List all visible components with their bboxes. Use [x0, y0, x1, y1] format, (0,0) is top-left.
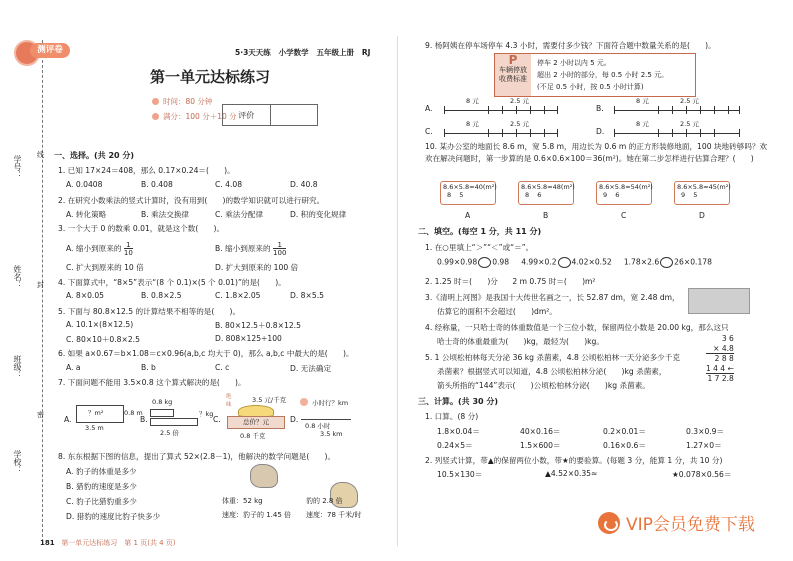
page-footer: [40, 538, 176, 548]
q5-option-d[interactable]: D. 808×125÷100: [215, 334, 282, 343]
vm-row-4: 1 4 4 ←: [706, 363, 734, 373]
q9b-number-line: [614, 102, 740, 114]
f3: 3.《清明上河图》是我国十大传世名画之一，长 52.87 dm，宽 2.48 dm，: [425, 293, 680, 302]
q7b-unknown: ？kg: [199, 410, 214, 418]
c1-r2-4[interactable]: 1.27×0＝: [686, 441, 722, 450]
bar-long: [150, 418, 198, 426]
q3a-fraction: [124, 241, 133, 257]
q2: 2. 在研究小数乘法的竖式计算时，没有用到( )的数学知识就可以进行研究。: [58, 196, 325, 205]
q9b-step: 2.5 元: [680, 97, 699, 105]
q10-label-a: A: [465, 211, 471, 220]
f5: 5. 1 公顷松柏林每天分泌 36 kg 杀菌素，4.8 公顷松柏林一天分泌多少千克: [425, 353, 680, 362]
edition: RJ: [361, 48, 371, 57]
q2-option-c[interactable]: C. 乘法分配律: [215, 210, 264, 219]
vm-row-1: 3 6: [721, 334, 734, 343]
q9d-fee: 8 元: [636, 120, 649, 128]
q9d-number-line: [614, 125, 740, 137]
q9d-step: 2.5 元: [680, 120, 699, 128]
parking-rule-1: 停车 2 小时以内 5 元。: [537, 59, 611, 67]
page-number: 181: [40, 539, 55, 547]
q9a-step: 2.5 元: [510, 97, 529, 105]
q3-option-d[interactable]: D. 扩大到原来的 100 倍: [215, 263, 299, 272]
f1-a-circle[interactable]: [478, 257, 491, 268]
q9a-fee: 8 元: [466, 97, 479, 105]
f1-a-left: 0.99×0.98: [437, 257, 478, 267]
q10c-text: 8.6×5.8≈54(m²): [599, 183, 653, 191]
leopard-icon: [250, 464, 278, 488]
eval-label: 评价: [223, 105, 271, 125]
c1-r2-1[interactable]: 0.24×5＝: [437, 441, 473, 450]
leopard-speed: 速度：豹子的 1.45 倍: [222, 511, 292, 519]
q7-option-b[interactable]: B.: [140, 415, 148, 424]
f5c: 箭头所指的“144”表示( )公顷松柏林分泌( )kg 杀菌素。: [437, 381, 650, 390]
vm-row-3: 2 8 8: [706, 353, 734, 364]
q4-option-b[interactable]: B. 0.8×2.5: [141, 291, 182, 300]
q9-option-b[interactable]: B.: [596, 104, 604, 113]
q7-option-c[interactable]: C.: [213, 415, 221, 424]
c2: 2. 列竖式计算，带▲的保留两位小数，带★的要验算。(每题 3 分，能算 1 分，共 10 分): [425, 456, 723, 465]
q10a-text: 8.6×5.8≈40(m²): [443, 183, 497, 191]
page-title: 第一单元达标练习: [150, 68, 271, 86]
f1-a-right: 0.98: [492, 257, 510, 267]
parking-icon: P: [508, 53, 518, 67]
time-limit: 时间：80 分钟: [163, 97, 213, 106]
column-divider: [397, 36, 398, 546]
f1-c-right: 26×0.178: [674, 257, 712, 267]
q7: 7. 下面问题不能用 3.5×0.8 这个算式解决的是( )。: [58, 378, 246, 387]
q5-option-c[interactable]: C. 80×10＋0.8×2.5: [66, 335, 140, 344]
evaluation-table: [222, 104, 318, 126]
eval-cell[interactable]: [271, 105, 318, 125]
chat-bubble-icon: [598, 512, 620, 534]
f2-a: 2. 1.25 时＝( )分: [425, 277, 498, 286]
q2-option-a[interactable]: A. 转化策略: [66, 210, 107, 219]
score-icon: [152, 113, 159, 120]
q9: 9. 杨阿姨在停车场停车 4.3 小时，需要付多少钱？下面符合题中数量关系的是( )。: [425, 41, 716, 50]
secret-mark: 密: [37, 411, 44, 419]
child-icon: [300, 398, 308, 406]
q6-option-b[interactable]: B. b: [141, 363, 156, 372]
f3b: 估算它的面积不会超过( )dm²。: [437, 307, 557, 316]
f5b: 杀菌素？根据竖式可以知道，4.8 公顷松柏林分泌( )kg 杀菌素，: [437, 367, 667, 376]
q10b-digits: 8 6: [525, 191, 545, 199]
q3-option-a[interactable]: [66, 241, 133, 257]
name-label: 姓名：: [13, 265, 22, 289]
footer-text: 第一单元达标练习 第 1 页(共 4 页): [61, 539, 176, 547]
c1-r1-4[interactable]: 0.3×0.9＝: [686, 427, 725, 436]
badge-label: 测评卷: [30, 43, 70, 58]
q7-option-a[interactable]: A.: [64, 415, 72, 424]
parking-fee-box: [494, 53, 696, 97]
q7a-area: ？m²: [88, 409, 104, 417]
q6-option-d[interactable]: D. 无法确定: [290, 364, 332, 373]
q7c-tag: 绝味: [226, 394, 232, 408]
q9-option-a[interactable]: A.: [425, 104, 433, 113]
vertical-multiplication: [706, 334, 734, 384]
f4b: 哈士奇的体重最重为( )kg，最轻为( )kg。: [437, 337, 604, 346]
q9c-number-line: [444, 125, 558, 137]
q7d-time: 0.8 小时: [305, 422, 331, 430]
q3a-text: A. 缩小到原来的: [66, 244, 122, 253]
painting-image: [688, 288, 750, 314]
f2-b: 2 m 0.75 时＝( )m²: [512, 277, 596, 286]
class-label: 班级：: [13, 355, 22, 379]
q7a-length: 3.5 m: [85, 424, 104, 432]
seal-line-mark: 线: [37, 151, 44, 159]
q10-label-b: B: [543, 211, 549, 220]
c2-item-2[interactable]: ▲4.52×0.35≈: [545, 469, 598, 478]
section-choice-heading: 一、选择。(共 20 分): [54, 151, 135, 160]
full-score: 满分：100 分＋10 分: [163, 112, 237, 121]
q10a-digits: 8 5: [447, 191, 467, 199]
q10-option-b[interactable]: [518, 181, 574, 205]
clock-icon: [152, 98, 159, 105]
id-label: 学号：: [13, 155, 22, 179]
parking-rule-2: 超出 2 小时的部分，每 0.5 小时 2.5 元。: [537, 71, 669, 79]
cheetah-weight: 豹的 2.8 倍: [306, 497, 343, 505]
q10-option-d[interactable]: [674, 181, 730, 205]
section-calc-heading: 三、计算。(共 30 分): [418, 397, 499, 406]
parking-label: [495, 54, 531, 96]
series-name: 5·3天天练: [235, 48, 271, 57]
q3b-fraction: [273, 241, 286, 257]
seal-mark: 封: [37, 281, 44, 289]
q8-option-d[interactable]: D. 猎豹的速度比豹子快多少: [66, 512, 161, 521]
f1-c-left: 1.78×2.6: [623, 257, 660, 267]
bar-short: [150, 409, 174, 417]
grade: 五年级上册: [316, 48, 354, 57]
q5-option-b[interactable]: B. 80×12.5＋0.8×12.5: [215, 321, 301, 330]
q6-option-a[interactable]: A. a: [66, 363, 81, 372]
q8: 8. 东东根据下图的信息，提出了算式 52×(2.8－1)，他解决的数学问题是( )。: [58, 452, 336, 461]
q10c-digits: 9 6: [603, 191, 623, 199]
q3b-den: 100: [273, 249, 287, 257]
q10-option-c[interactable]: [596, 181, 652, 205]
q6: 6. 如果 a×0.67＝b×1.08＝c×0.96(a,b,c 均大于 0)，那么 a,b,c 中最大的是( )。: [58, 349, 354, 358]
vm-row-5: 1 7 2.8: [707, 374, 734, 383]
f1-compare-row: [437, 257, 712, 268]
q3-option-c[interactable]: C. 扩大到原来的 10 倍: [66, 263, 144, 272]
q7-option-d[interactable]: D.: [290, 415, 299, 424]
q4-option-d[interactable]: D. 8×5.5: [290, 291, 324, 300]
test-badge: [14, 40, 72, 60]
q1: 1. 已知 17×24＝408，那么 0.17×0.24＝( )。: [58, 166, 235, 175]
q10-label-c: C: [621, 211, 627, 220]
q8-option-a[interactable]: A. 豹子的体重是多少: [66, 467, 137, 476]
q10d-digits: 9 5: [681, 191, 701, 199]
c1-r1-1[interactable]: 1.8×0.04＝: [437, 427, 480, 436]
binding-line: [42, 40, 43, 542]
q1-option-b[interactable]: B. 0.408: [141, 180, 173, 189]
q7d-distance: 3.5 km: [320, 430, 343, 438]
vm-row-2: × 4.8: [713, 343, 734, 353]
q3-option-b[interactable]: [215, 241, 286, 257]
q1-option-d[interactable]: D. 40.8: [290, 180, 318, 189]
f2: [425, 276, 595, 287]
q9c-step: 2.5 元: [510, 120, 529, 128]
q9-option-c[interactable]: C.: [425, 127, 433, 136]
watermark-text: VIP会员免费下载: [626, 515, 755, 535]
q10-label-d: D: [699, 211, 705, 220]
q3a-num: 1: [126, 241, 131, 249]
f1: 1. 在○里填上“＞”“＜”或“＝”。: [425, 243, 534, 252]
q7a-width: 0.8 m: [124, 409, 143, 417]
q1-option-a[interactable]: A. 0.0408: [66, 180, 103, 189]
c2-item-3[interactable]: ★0.078×0.56＝: [672, 470, 732, 479]
vip-watermark: [598, 510, 755, 535]
f4: 4. 经称量，一只哈士奇的体重数值是一个三位小数，保留两位小数是 20.00 kg，那么这只: [425, 323, 729, 332]
c1: 1. 口算。(8 分): [425, 412, 479, 421]
parking-label-text: 车辆停放收费标准: [499, 66, 527, 83]
q5: 5. 下面与 80.8×12.5 的计算结果不相等的是( )。: [58, 307, 241, 316]
q2-option-d[interactable]: D. 积的变化规律: [290, 210, 347, 219]
q7b-weight: 0.8 kg: [152, 398, 173, 406]
c1-r2-2[interactable]: 1.5×600＝: [520, 441, 561, 450]
cheetah-speed: 速度：78 千米/时: [306, 511, 362, 519]
q10: 10. 某办公室的地面长 8.6 m，宽 5.8 m，用边长为 0.6 m 的正方形装修地面，100 块地砖够吗？欢欢在解决问题时，第一步算的是 0.6×0.6×100＝36(m²)。她在第二步怎样进行估算合理？( ): [425, 142, 768, 163]
f1-b-left: 4.99×0.2: [521, 257, 557, 267]
q7d-question: 小时行？km: [312, 399, 349, 407]
c1-r1-3[interactable]: 0.2×0.01＝: [603, 427, 646, 436]
q10b-text: 8.6×5.8≈48(m²): [521, 183, 575, 191]
book-header: [235, 47, 370, 58]
leopard-weight: 体重：52 kg: [222, 497, 263, 505]
parking-rule-3: (不足 0.5 小时，按 0.5 小时计算): [537, 83, 644, 91]
q8-option-b[interactable]: B. 猎豹的速度是多少: [66, 482, 137, 491]
c1-r1-2[interactable]: 40×0.16＝: [520, 427, 561, 436]
q3a-den: 10: [123, 249, 133, 257]
q9b-fee: 8 元: [636, 97, 649, 105]
q5-option-a[interactable]: A. 10.1×(8×12.5): [66, 320, 134, 329]
q8-option-c[interactable]: C. 豹子比猎豹重多少: [66, 497, 137, 506]
q4-option-a[interactable]: A. 8×0.05: [66, 291, 104, 300]
q2-option-b[interactable]: B. 乘法交换律: [141, 210, 190, 219]
subject: 小学数学: [278, 48, 309, 57]
q1-option-c[interactable]: C. 4.08: [215, 180, 243, 189]
q9-option-d[interactable]: D.: [596, 127, 605, 136]
q3b-text: B. 缩小到原来的: [215, 244, 271, 253]
q9c-fee: 8 元: [466, 120, 479, 128]
q3b-num: 1: [277, 241, 282, 249]
q7b-times: 2.5 倍: [160, 429, 179, 437]
q10d-text: 8.6×5.8≈45(m²): [677, 183, 731, 191]
q7c-mass: 0.8 千克: [240, 432, 266, 440]
section-fill-heading: 二、填空。(每空 1 分，共 11 分): [418, 227, 542, 236]
q7c-total: 总价？元: [227, 416, 285, 429]
q10-option-a[interactable]: [440, 181, 496, 205]
q6-option-c[interactable]: C. c: [215, 363, 230, 372]
f1-b-circle[interactable]: [558, 257, 571, 268]
q4-option-c[interactable]: C. 1.8×2.05: [215, 291, 261, 300]
c1-r2-3[interactable]: 0.16×0.6＝: [603, 441, 646, 450]
parking-rules: [537, 57, 668, 93]
school-label: 学校：: [13, 450, 22, 474]
q3: 3. 一个大于 0 的数乘 0.01，就是这个数( )。: [58, 224, 225, 233]
q4: 4. 下面算式中，“8×5”表示“(8 个 0.1)×(5 个 0.01)”的是( )。: [58, 278, 286, 287]
c2-item-1[interactable]: 10.5×130＝: [437, 470, 483, 479]
q7c-price: 3.5 元/千克: [252, 396, 287, 404]
f1-c-circle[interactable]: [660, 257, 673, 268]
f1-b-right: 4.02×0.52: [571, 257, 612, 267]
q9a-number-line: [444, 102, 558, 114]
q7d-line: [301, 419, 351, 420]
